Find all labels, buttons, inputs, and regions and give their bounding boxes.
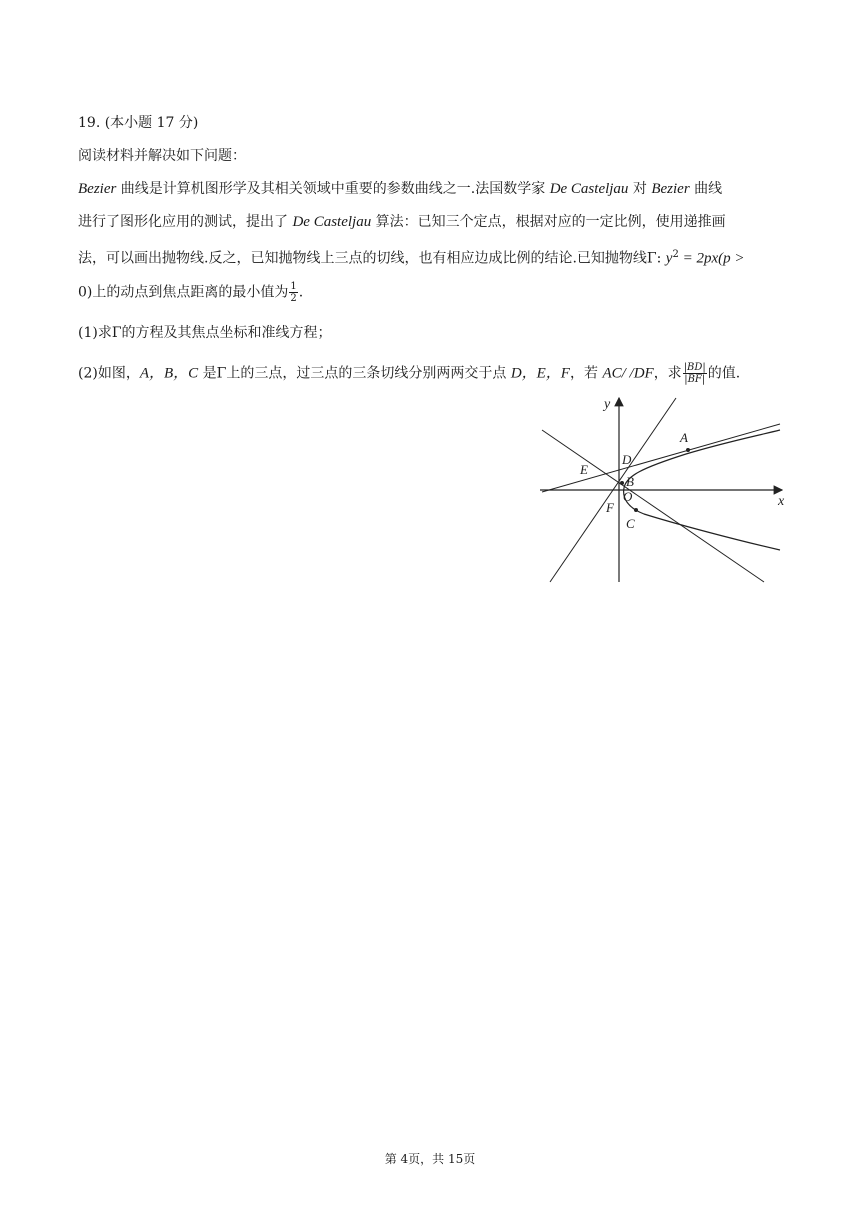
axis-label-x: x — [778, 494, 785, 509]
question-1: (1)求Γ的方程及其焦点坐标和准线方程； — [78, 325, 332, 341]
q2-text: 的值. — [707, 365, 741, 382]
fraction-one-half — [289, 281, 297, 304]
term-bezier: Bezier — [651, 181, 690, 197]
intro-text: 0)上的动点到焦点距离的最小值为 — [78, 284, 289, 301]
q2-text: ，若 — [569, 365, 603, 382]
q2-text: (2)如图， — [78, 365, 140, 382]
points-def: D，E，F — [510, 365, 570, 382]
label-b: B — [626, 474, 634, 489]
point-a-marker — [686, 448, 690, 452]
intro-text: 算法：已知三个定点，根据对应的一定比例，使用递推画 — [371, 214, 726, 230]
intro-line-3 — [78, 246, 744, 268]
q2-text: ，求 — [653, 365, 682, 382]
label-e: E — [580, 462, 588, 477]
fraction-denominator: 2 — [290, 293, 297, 304]
point-c-marker — [634, 508, 638, 512]
intro-text: 进行了图形化应用的测试，提出了 — [78, 214, 293, 230]
intro-text: 对 — [628, 181, 652, 197]
equation-y: y — [665, 250, 673, 267]
intro-text: . — [298, 284, 304, 301]
intro-text: 曲线是计算机图形学及其相关领域中重要的参数曲线之一.法国数学家 — [116, 181, 550, 197]
axis-label-y: y — [604, 397, 611, 412]
intro-text: 法，可以画出抛物线.反之，已知抛物线上三点的切线，也有相应边成比例的结论.已知抛物线Γ: — [78, 250, 666, 267]
fraction-bd-bf — [683, 362, 707, 385]
equation-rest: = 2px(p > — [678, 250, 745, 267]
fraction-numerator: |BD| — [683, 362, 706, 373]
instruction: 阅读材料并解决如下问题： — [78, 148, 246, 164]
fraction-numerator: 1 — [290, 281, 297, 292]
intro-line-1 — [78, 180, 722, 198]
term-de-casteljau: De Casteljau — [549, 181, 629, 197]
points-abc: A，B，C — [139, 365, 199, 382]
page-footer: 第 4页，共 15页 — [384, 1152, 476, 1166]
label-a: A — [680, 430, 688, 445]
fraction-denominator: |BF| — [684, 374, 706, 385]
intro-text: 曲线 — [689, 181, 723, 197]
label-f: F — [606, 500, 614, 515]
label-c: C — [626, 516, 635, 531]
term-bezier: Bezier — [78, 181, 117, 197]
parallel-condition: AC/ /DF — [602, 365, 654, 382]
intro-line-2 — [78, 213, 726, 231]
point-b-marker — [620, 481, 624, 485]
label-o: O — [623, 489, 633, 504]
problem-header: 19. (本小题 17 分) — [78, 115, 199, 131]
tangent-line-a — [542, 424, 780, 492]
term-de-casteljau: De Casteljau — [292, 214, 372, 230]
label-d: D — [622, 452, 632, 467]
q2-text: 是Γ上的三点，过三点的三条切线分别两两交于点 — [198, 365, 511, 382]
equation-exponent: 2 — [672, 249, 679, 260]
question-2 — [78, 362, 740, 385]
intro-line-4 — [78, 281, 303, 304]
tangent-line-c — [542, 430, 764, 582]
parabola-tangent-figure — [536, 392, 796, 588]
